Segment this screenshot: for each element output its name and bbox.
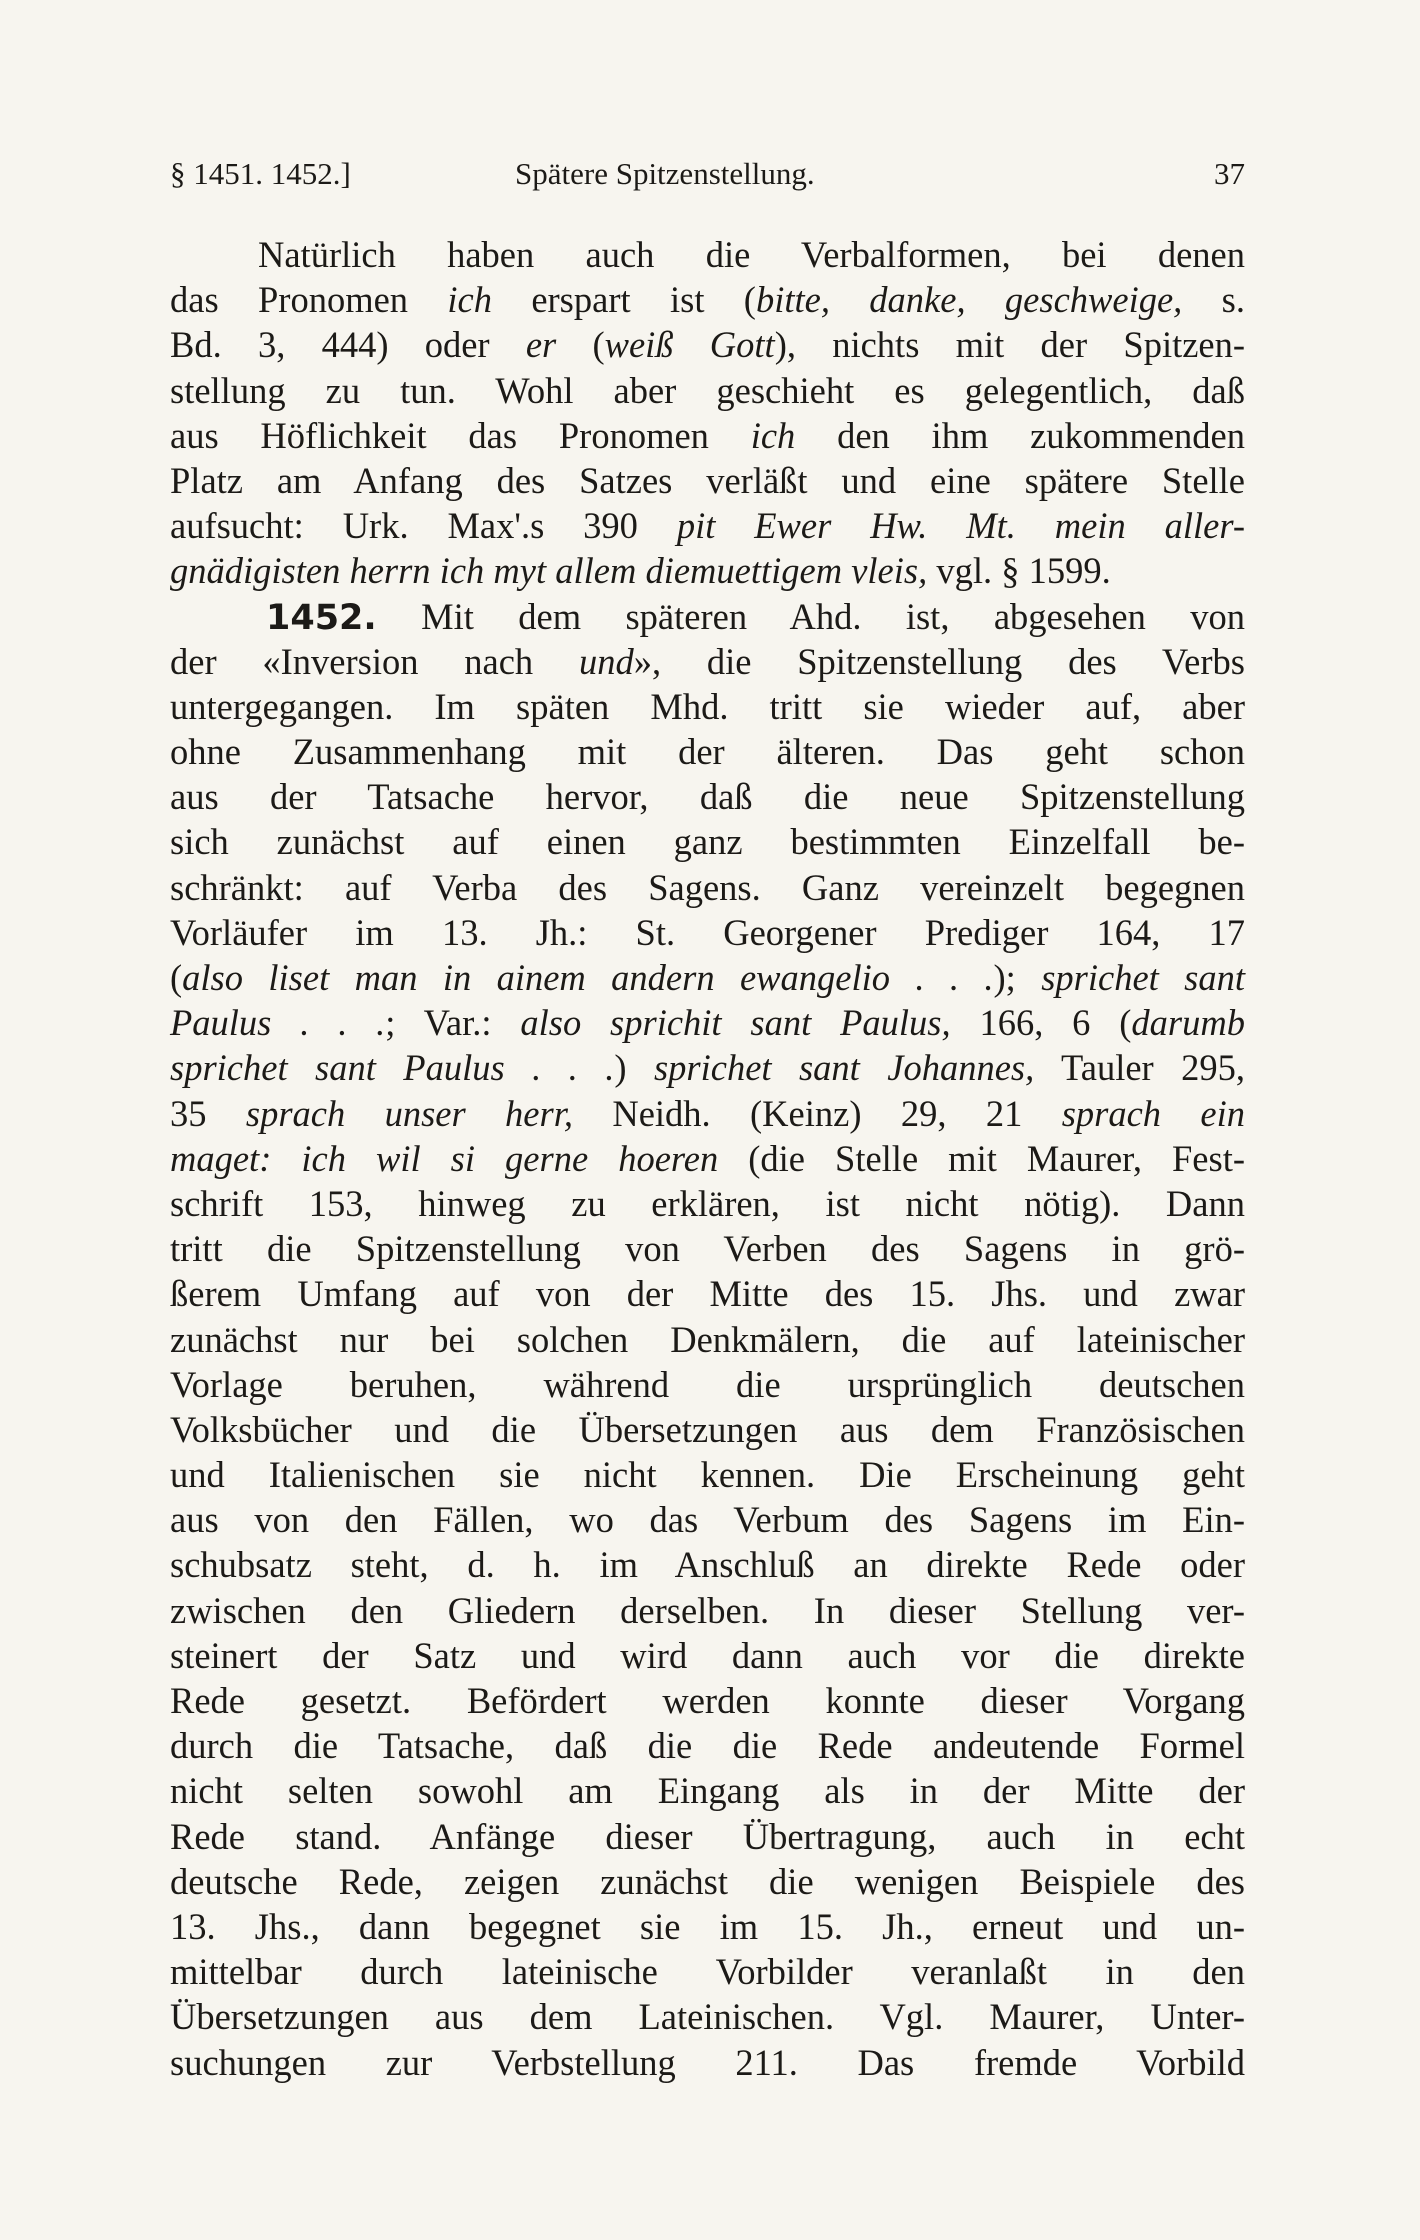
text-run: Vorlage beruhen, während die ursprünglich deutschen	[170, 1363, 1245, 1405]
text-line	[170, 1542, 1245, 1587]
text-line	[170, 458, 1245, 503]
text-run: zwischen den Gliedern derselben. In dieser Stellung ver-	[170, 1589, 1245, 1631]
text-line	[170, 1633, 1245, 1678]
text-run: aus von den Fällen, wo das Verbum des Sagens im Ein-	[170, 1499, 1245, 1541]
text-run: schränkt: auf Verba des Sagens. Ganz vereinzelt begegnen	[170, 866, 1245, 908]
text-line	[170, 684, 1245, 729]
text-line	[170, 1271, 1245, 1316]
text-line	[170, 413, 1245, 458]
running-header	[170, 150, 1245, 198]
italic-citation: also sprichit sant Paulus,	[520, 1002, 951, 1044]
text-line	[170, 1723, 1245, 1768]
text-run: steinert der Satz und wird dann auch vor die direkte	[170, 1634, 1245, 1676]
text-run: schrift 153, hinweg zu erklären, ist nicht nötig). Dann	[170, 1182, 1245, 1224]
text-run: tritt die Spitzenstellung von Verben des Sagens in grö-	[170, 1228, 1245, 1270]
text-run: Übersetzungen aus dem Lateinischen. Vgl. Maurer, Unter-	[170, 1996, 1245, 2038]
text-line	[170, 1045, 1245, 1090]
text-line	[170, 729, 1245, 774]
text-run: ohne Zusammenhang mit der älteren. Das geht schon	[170, 731, 1245, 773]
text-run: s.	[1182, 279, 1245, 321]
text-run: vgl. § 1599.	[927, 550, 1111, 592]
italic-citation: maget: ich wil si gerne hoeren	[170, 1137, 719, 1179]
italic-citation: weiß Gott	[604, 324, 775, 366]
text-line	[170, 503, 1245, 548]
text-run: Rede stand. Anfänge dieser Übertragung, auch in echt	[170, 1815, 1245, 1857]
running-title: Spätere Spitzenstellung.	[515, 156, 815, 191]
text-line	[170, 1362, 1245, 1407]
text-line	[170, 1452, 1245, 1497]
text-line	[170, 594, 1245, 639]
text-run: mittelbar durch lateinische Vorbilder veranlaßt in den	[170, 1951, 1245, 1993]
text-run: 35	[170, 1092, 246, 1134]
italic-citation: pit Ewer Hw. Mt. mein aller-	[676, 505, 1245, 547]
text-line	[170, 1136, 1245, 1181]
text-line	[170, 910, 1245, 955]
text-run: Neidh. (Keinz) 29, 21	[572, 1092, 1062, 1134]
text-line	[170, 2040, 1245, 2085]
italic-citation: ich	[750, 414, 796, 456]
text-line	[170, 277, 1245, 322]
text-run: durch die Tatsache, daß die die Rede andeutende Formel	[170, 1725, 1245, 1767]
italic-citation: Paulus . . .	[170, 1002, 386, 1044]
text-line	[170, 1768, 1245, 1813]
text-line	[170, 1859, 1245, 1904]
text-line	[170, 368, 1245, 413]
italic-citation: sprichet sant Johannes,	[653, 1047, 1035, 1089]
italic-citation: gnädigisten herrn ich myt allem diemuettigem vleis,	[170, 550, 928, 592]
text-run: );	[993, 957, 1042, 998]
text-line	[170, 1678, 1245, 1723]
text-run: das Pronomen	[170, 279, 448, 321]
text-run: erspart ist (	[491, 279, 756, 321]
text-run: Volksbücher und die Übersetzungen aus dem Französischen	[170, 1408, 1245, 1450]
text-run: 166, 6 (	[950, 1002, 1132, 1044]
text-line	[170, 1317, 1245, 1362]
text-run: (die Stelle mit Maurer, Fest-	[718, 1137, 1245, 1179]
text-line	[170, 1949, 1245, 1994]
text-run: Vorläufer im 13. Jh.: St. Georgener Prediger 164, 17	[170, 911, 1245, 953]
text-line	[170, 1091, 1245, 1136]
text-run: )	[614, 1047, 654, 1089]
text-run: untergegangen. Im späten Mhd. tritt sie wieder auf, aber	[170, 685, 1245, 727]
text-run: zunächst nur bei solchen Denkmälern, die auf lateinischer	[170, 1318, 1245, 1360]
text-run: Natürlich haben auch die Verbalformen, bei denen	[258, 234, 1245, 275]
text-line	[170, 639, 1245, 684]
text-run: der «Inversion nach	[170, 640, 579, 682]
text-line	[170, 1181, 1245, 1226]
italic-citation: sprach ein	[1061, 1092, 1245, 1134]
text-run: stellung zu tun. Wohl aber geschieht es gelegentlich, daß	[170, 369, 1245, 411]
text-line	[170, 232, 1245, 277]
text-line	[170, 819, 1245, 864]
italic-citation: sprichet sant Paulus . . .	[170, 1047, 615, 1089]
text-run: 13. Jhs., dann begegnet sie im 15. Jh., erneut und un-	[170, 1905, 1245, 1947]
text-line	[170, 1407, 1245, 1452]
text-line	[170, 322, 1245, 367]
italic-citation: darumb	[1131, 1002, 1245, 1044]
text-run: ), nichts mit der Spitzen-	[774, 324, 1246, 366]
text-run: sich zunächst auf einen ganz bestimmten Einzelfall be-	[170, 821, 1245, 863]
text-run: nicht selten sowohl am Eingang als in der Mitte der	[170, 1770, 1245, 1812]
text-run: ßerem Umfang auf von der Mitte des 15. Jhs. und zwar	[170, 1273, 1245, 1315]
section-reference: § 1451. 1452.]	[170, 156, 351, 191]
text-run: (	[556, 324, 605, 366]
text-run: suchungen zur Verbstellung 211. Das fremde Vorbild	[170, 2041, 1245, 2083]
italic-citation: also liset man in ainem andern ewangelio . . .	[182, 957, 994, 998]
italic-citation: er	[525, 324, 557, 366]
text-run: Rede gesetzt. Befördert werden konnte dieser Vorgang	[170, 1680, 1245, 1721]
text-line	[170, 955, 1245, 1000]
italic-citation: sprichet sant	[1041, 957, 1246, 998]
text-run: (	[170, 957, 183, 998]
italic-citation: und	[578, 640, 634, 682]
body-text	[170, 232, 1245, 2085]
text-run: schubsatz steht, d. h. im Anschluß an direkte Rede oder	[170, 1544, 1245, 1586]
text-run: Platz am Anfang des Satzes verläßt und eine spätere Stelle	[170, 459, 1245, 501]
page-number: 37	[1214, 156, 1245, 191]
text-run: deutsche Rede, zeigen zunächst die wenigen Beispiele des	[170, 1860, 1245, 1902]
text-run: den ihm zukommenden	[795, 414, 1245, 456]
text-run: aus der Tatsache hervor, daß die neue Spitzenstellung	[170, 776, 1245, 818]
italic-citation: ich	[447, 279, 492, 321]
text-run: Tauler 295,	[1034, 1047, 1246, 1089]
italic-citation: bitte, danke, geschweige,	[755, 279, 1183, 321]
text-line	[170, 1904, 1245, 1949]
text-line	[170, 548, 1245, 593]
text-run: Bd. 3, 444) oder	[170, 324, 526, 366]
italic-citation: sprach unser herr,	[245, 1092, 573, 1134]
text-run: und Italienischen sie nicht kennen. Die Erscheinung geht	[170, 1454, 1245, 1496]
text-line	[170, 1000, 1245, 1045]
text-line	[170, 1588, 1245, 1633]
text-run: », die Spitzenstellung des Verbs	[633, 640, 1245, 682]
text-run: Mit dem späteren Ahd. ist, abgesehen von	[376, 595, 1245, 637]
text-run: ; Var.:	[385, 1002, 521, 1044]
text-run: aufsucht: Urk. Max'.s 390	[170, 505, 677, 547]
text-line	[170, 1497, 1245, 1542]
text-run: aus Höflichkeit das Pronomen	[170, 414, 751, 456]
text-line	[170, 1994, 1245, 2039]
text-line	[170, 1226, 1245, 1271]
text-line	[170, 865, 1245, 910]
text-line	[170, 774, 1245, 819]
text-line	[170, 1814, 1245, 1859]
section-number: 1452.	[266, 597, 377, 638]
